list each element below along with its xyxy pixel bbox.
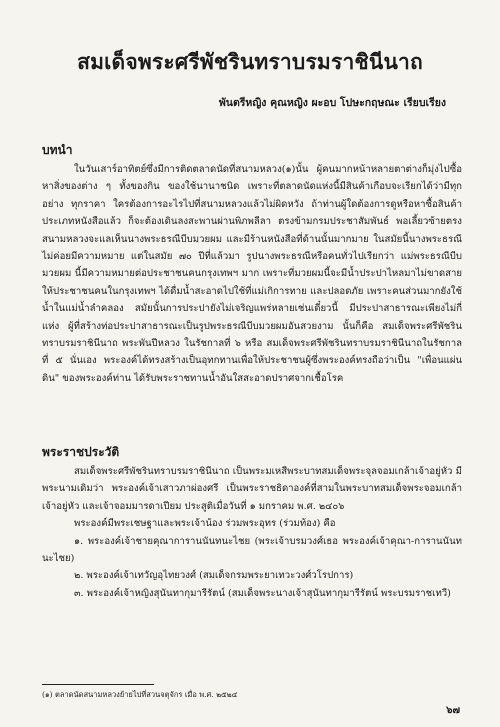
- author-line: พันตรีหญิง คุณหญิง ผะอบ โปษะกฤษณะ เรียบเรียง: [218, 97, 446, 109]
- list-item: ๓. พระองค์เจ้าหญิงสุนันทากุมารีรัตน์ (สมเด็จพระนางเจ้าสุนันทากุมารีรัตน์ พระบรมราชเทวี): [74, 587, 451, 599]
- page-title: สมเด็จพระศรีพัชรินทราบรมราชินีนาถ: [77, 49, 423, 74]
- intro-paragraph: [42, 161, 462, 387]
- footnote: (๑) ตลาดนัดสนามหลวงย้ายไปที่สวนจตุจักร เมื่อ พ.ศ. ๒๕๒๔: [42, 690, 238, 699]
- history-paragraph: [42, 463, 462, 602]
- section-heading-intro: บทนำ: [42, 143, 73, 157]
- history-text: สมเด็จพระศรีพัชรินทราบรมราชินีนาถ เป็นพระมเหสีพระบาทสมเด็จพระจุลจอมเกล้าเจ้าอยู่หัว มีพระนามเดิมว่า พระองค์เจ้าเสาวภาผ่องศรี เป็นพระราชธิดาองค์ที่สามในพระบาทสมเด็จพระจอมเกล้าเจ้าอยู่หัว และเจ้าจอมมารดาเปียม ประสูติเมื่อวันที่ ๑ มกราคม พ.ศ. ๒๔๐๖: [42, 466, 462, 512]
- intro-text: ในวันเสาร์อาทิตย์ซึ่งมีการติดตลาดนัดที่สนามหลวง(๑)นั้น ผู้คนมากหน้าหลายตาต่างก็มุ่งไปซื้อหาสิ่งของต่าง ๆ ทั้งของกิน ของใช้นานาชนิด เพราะที่ตลาดนัดแห่งนี้มีสินค้าเกือบจะเรียกได้ว่ามีทุกอย่าง ทุกราคา ใครต้องการอะไรไปที่สนามหลวงแล้วไม่ผิดหวัง ถ้าท่านผู้ใดต้องการดูหรือหาซื้อสินค้าประเภทหนังสือแล้ว ก็จะต้องเดินลงสะพานผ่านพิภพลีลา ตรงข้ามกรมประชาสัมพันธ์ พอเลี้ยวซ้ายตรงสนามหลวงจะแลเห็นนางพระธรณีบีบมวยผม และมีร้านหนังสือที่ด้านนั้นมากมาย ในสมัยนี้นางพระธรณีไม่ค่อยมีความหมาย แต่ในสมัย ๗๐ ปีที่แล้วมา รูปนางพระธรณีหรือคนทั่วไปเรียกว่า แม่พระธรณีบีบมวยผม นี้มีความหมายต่อประชาชนคนกรุงเทพฯ มาก เพราะที่มวยผมนี้จะมีน้ำประปาไหลมาไม่ขาดสายให้ประชาชนคนในกรุงเทพฯ ได้ดื่มน้ำสะอาดไปใช้ที่แม่เกิการทาย และปลอดภัย เพราะคนส่วนมากยังใช้น้ำในแม่น้ำลำคลอง สมัยนั้นการประปายังไม่เจริญแพร่หลายเช่นเดี๋ยวนี้ มีประปาสาธารณะเพียงไม่กี่แห่ง ผู้ที่สร้างท่อประปาสาธารณะเป็นรูปพระธรณีบีบมวยผมอันสวยงาม นั้นก็คือ สมเด็จพระศรีพัชรินทราบรมราชินีนาถ พระพันปีหลวง ในรัชกาลที่ ๖ หรือ สมเด็จพระศรีพัชรินทราบรมราชินีนาถในรัชกาลที่ ๕ นั่นเอง พระองค์ได้ทรงสร้างเป็นอุทกทานเพื่อให้ประชาชนผู้ซึ่งพระองค์ทรงถือว่าเป็น "เพื่อนแผ่นดิน" ของพระองค์ท่าน ได้รับพระราชทานน้ำอันใสสะอาดปราศจากเชื้อโรค: [42, 164, 462, 384]
- footnote-divider: [42, 684, 154, 685]
- list-item: ๑. พระองค์เจ้าชายคุณาการานนันทนะไชย (พระเจ้าบรมวงศ์เธอ พระองค์เจ้าคุณา-การานนันทนะไชย): [42, 535, 462, 565]
- siblings-intro: พระองค์มีพระเชษฐาและพระเจ้าน้อง ร่วมพระอุทร (ร่วมท้อง) คือ: [74, 518, 336, 530]
- list-item: ๒. พระองค์เจ้าเทวัญอุไทยวงศ์ (สมเด็จกรมพระยาเทวะวงศ์วโรปการ): [74, 570, 354, 582]
- page-number: ๖๗: [446, 705, 460, 716]
- section-heading-history: พระราชประวัติ: [42, 445, 120, 459]
